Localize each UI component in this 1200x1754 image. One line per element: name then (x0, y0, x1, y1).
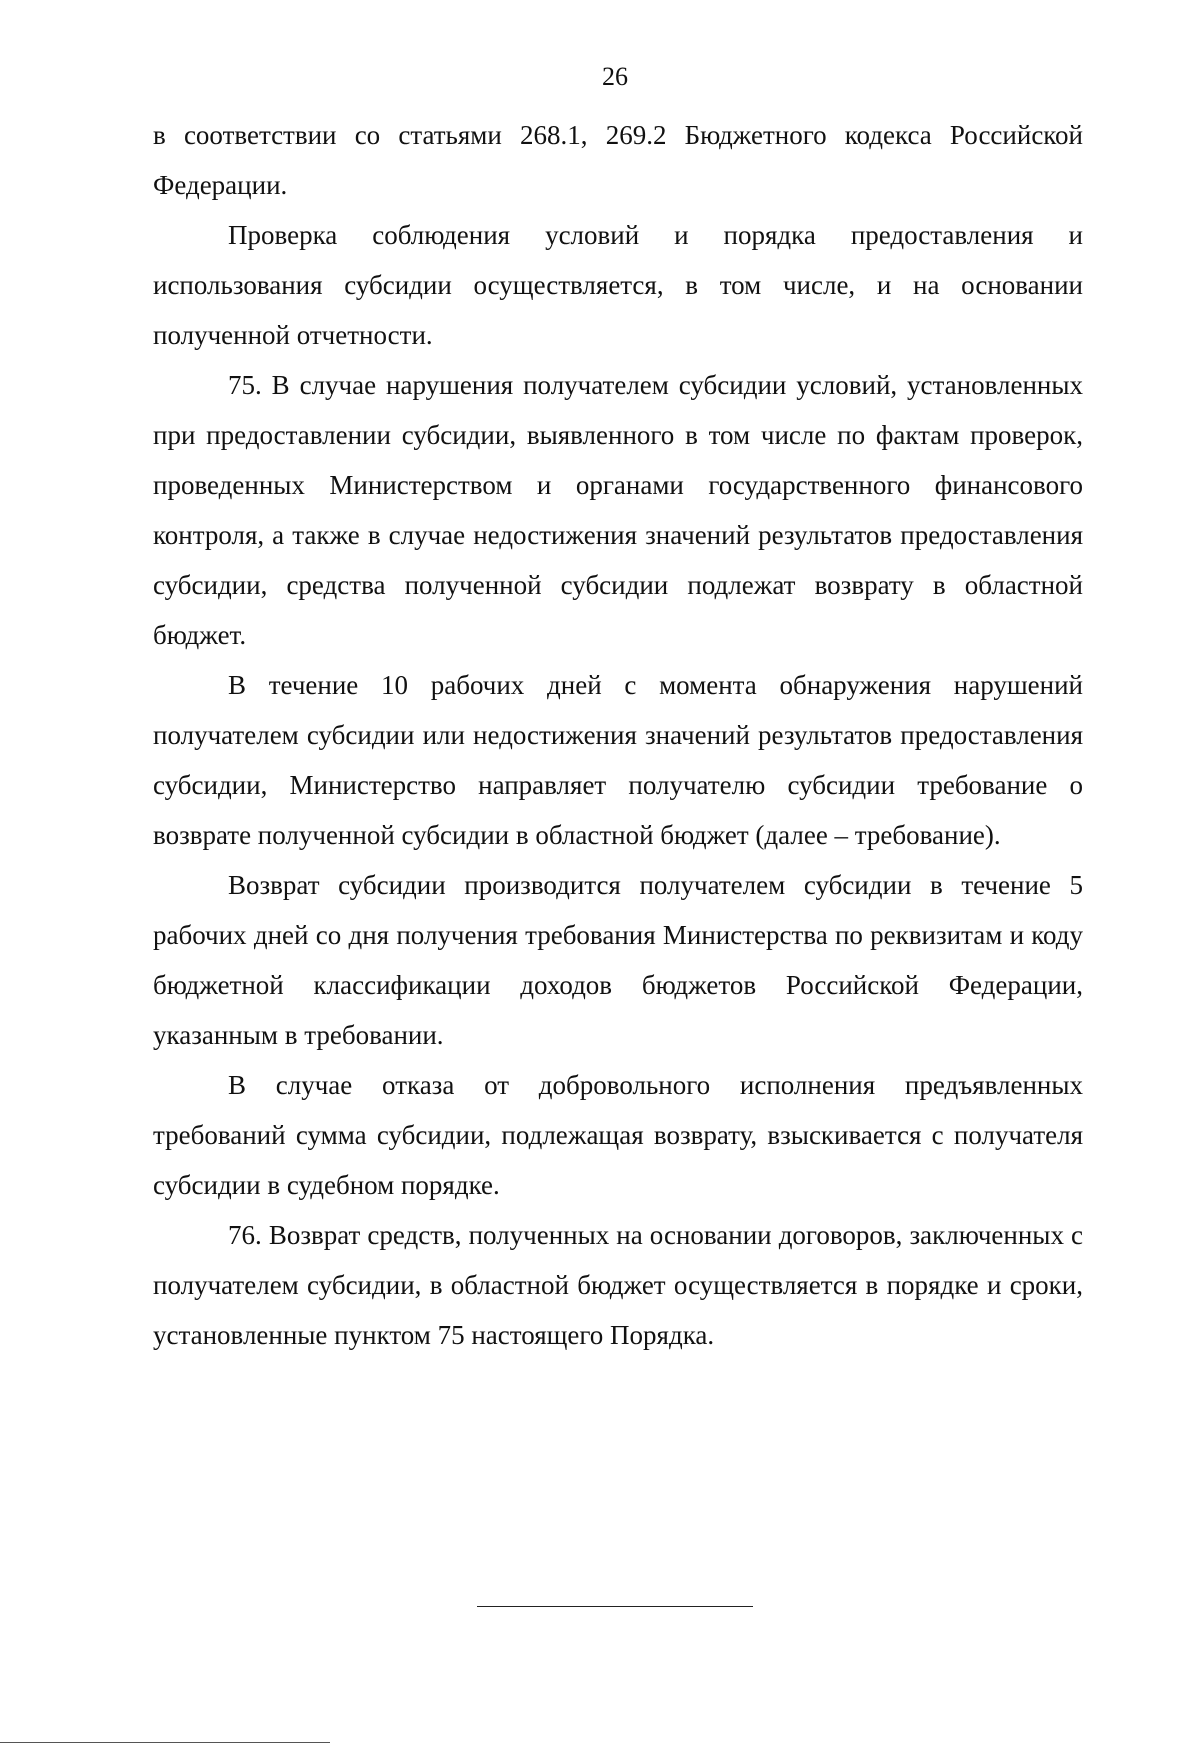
paragraph-refund-procedure: Возврат субсидии производится получателем субсидии в течение 5 рабочих дней со дня получения требования Министерства по реквизитам и коду бюджетной классификации доходов бюджетов Российской Федерации, указанным в требовании. (153, 870, 1083, 1050)
paragraph-refusal-court: В случае отказа от добровольного исполнения предъявленных требований сумма субсидии, подлежащая возврату, взыскивается с получателя субсидии в судебном порядке. (153, 1070, 1083, 1200)
paragraph-ten-days-requirement: В течение 10 рабочих дней с момента обнаружения нарушений получателем субсидии или недостижения значений результатов предоставления субсидии, Министерство направляет получателю субсидии требование о возврате полученной субсидии в областной бюджет (далее – требование). (153, 670, 1083, 850)
page-number: 26 (602, 62, 628, 91)
end-of-document-rule (477, 1606, 753, 1607)
document-body (153, 110, 1083, 1360)
paragraph-continuation: в соответствии со статьями 268.1, 269.2 Бюджетного кодекса Российской Федерации. (153, 120, 1083, 200)
paragraph-item-75: 75. В случае нарушения получателем субсидии условий, установленных при предоставлении субсидии, выявленного в том числе по фактам проверок, проведенных Министерством и органами государственного финансового контроля, а также в случае недостижения значений результатов предоставления субсидии, средства полученной субсидии подлежат возврату в областной бюджет. (153, 370, 1083, 650)
scan-edge-line (0, 1742, 330, 1743)
paragraph-item-76: 76. Возврат средств, полученных на основании договоров, заключенных с получателем субсидии, в областной бюджет осуществляется в порядке и сроки, установленные пунктом 75 настоящего Порядка. (153, 1220, 1083, 1350)
paragraph-subsidy-check: Проверка соблюдения условий и порядка предоставления и использования субсидии осуществляется, в том числе, и на основании полученной отчетности. (153, 220, 1083, 350)
